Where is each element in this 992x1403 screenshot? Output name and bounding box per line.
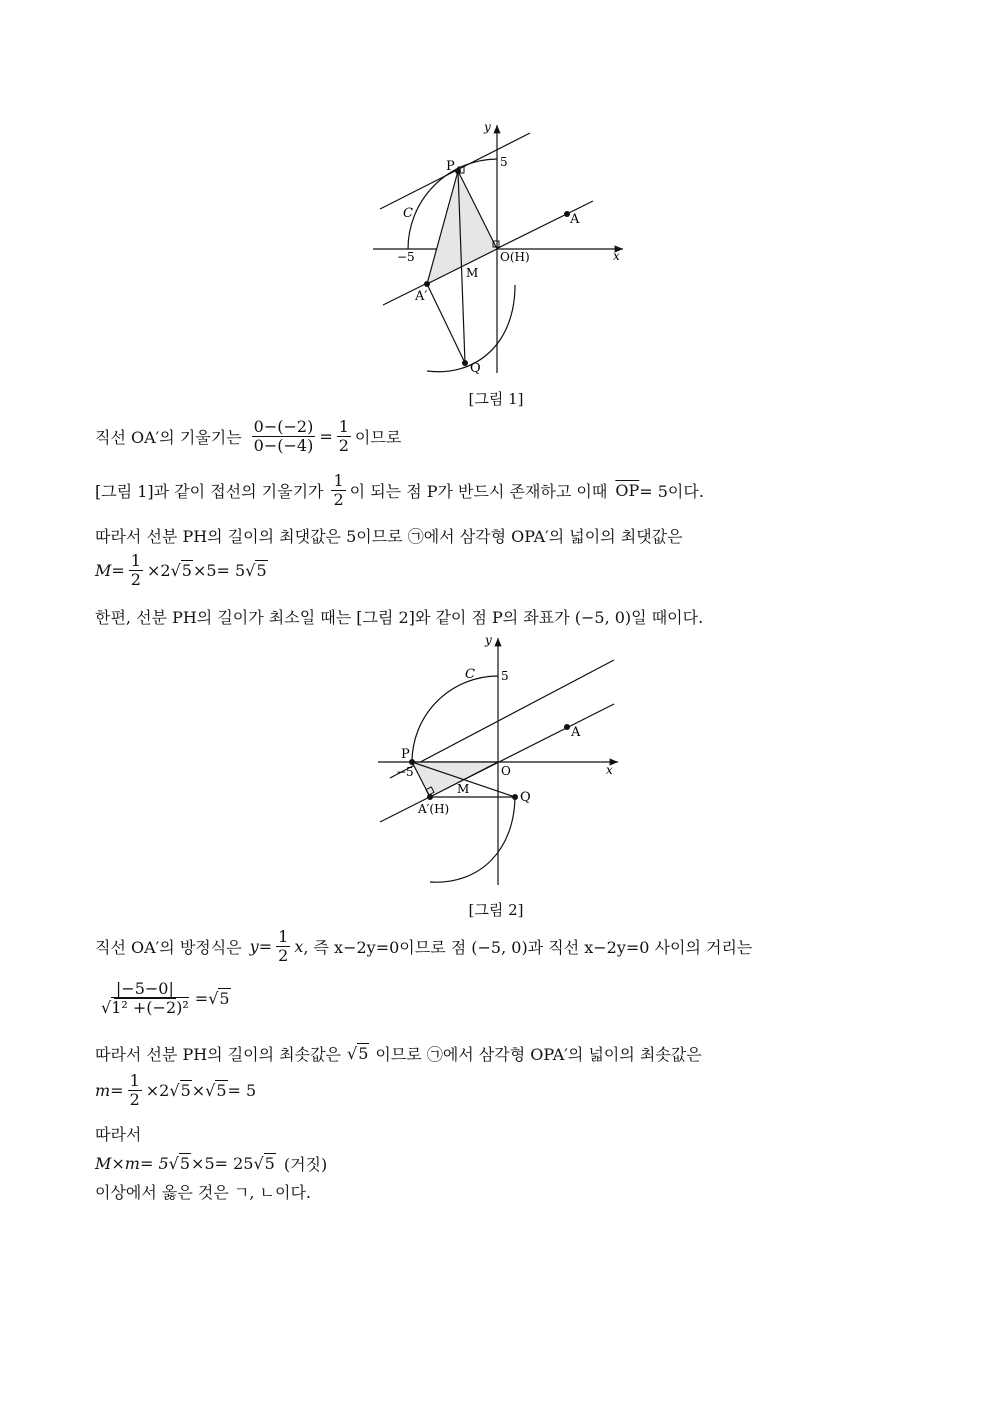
text: 따라서 선분 PH의 길이의 최솟값은 xyxy=(95,1045,341,1064)
circle-arc-upper xyxy=(412,676,498,762)
label-Q: Q xyxy=(470,361,481,376)
label-y: y xyxy=(485,633,492,647)
label-neg5: −5 xyxy=(397,250,415,264)
sqrt: √5 xyxy=(170,561,192,580)
radicand: 5 xyxy=(181,561,192,580)
figure-1 xyxy=(365,115,635,380)
equals: = xyxy=(111,561,125,580)
sqrt: √5 xyxy=(208,989,230,1008)
denominator: 2 xyxy=(130,570,141,589)
text: 이므로 xyxy=(354,428,402,447)
sqrt: √5 xyxy=(205,1081,227,1100)
label-P: P xyxy=(446,159,455,174)
text: , 즉 x−2y=0이므로 점 (−5, 0)과 직선 x−2y=0 사이의 거리는 xyxy=(303,938,753,957)
label-Q: Q xyxy=(520,790,531,805)
text: 이상에서 옳은 것은 ㄱ, ㄴ이다. xyxy=(95,1183,311,1202)
label-C: C xyxy=(465,667,475,682)
var-x: x xyxy=(294,937,304,956)
equals: = xyxy=(194,989,209,1008)
label-x: x xyxy=(606,763,613,777)
figure-2 xyxy=(370,630,630,890)
text-line-5 xyxy=(95,605,703,628)
text: 직선 OA′의 방정식은 xyxy=(95,938,242,957)
denominator: 2 xyxy=(333,490,344,509)
denominator: 0−(−4) xyxy=(253,436,314,455)
text: 따라서 선분 PH의 길이의 최댓값은 5이므로 ㉠에서 삼각형 OPA′의 넓이의 최댓값은 xyxy=(95,527,683,546)
text-line-9 xyxy=(95,1072,256,1109)
text: 직선 OA′의 기울기는 xyxy=(95,428,242,447)
numerator: 0−(−2) xyxy=(253,417,314,436)
point-Q xyxy=(512,794,518,800)
label-five: 5 xyxy=(501,669,509,683)
label-x: x xyxy=(613,249,620,263)
text-line-3 xyxy=(95,524,683,547)
radicand: 5 xyxy=(256,561,267,580)
radicand: 5 xyxy=(216,1081,227,1100)
point-Q xyxy=(462,360,468,366)
text-line-2 xyxy=(95,472,704,509)
text: (거짓) xyxy=(283,1155,328,1174)
text-line-6 xyxy=(95,928,752,965)
figure-1-caption: [그림 1] xyxy=(468,390,524,408)
radicand: 5 xyxy=(358,1044,369,1063)
var-y: y xyxy=(249,937,259,956)
label-P: P xyxy=(401,747,410,762)
text-line-8 xyxy=(95,1042,702,1065)
sqrt: √5 xyxy=(253,1154,275,1173)
text: M×m= 5 xyxy=(95,1154,169,1173)
text: 이므로 ㉠에서 삼각형 OPA′의 넓이의 최솟값은 xyxy=(375,1045,702,1064)
label-O: O xyxy=(501,764,511,778)
sqrt: √5 xyxy=(347,1044,369,1063)
label-A-prime: A′ xyxy=(415,289,428,304)
label-M: M xyxy=(466,266,479,280)
text-line-11 xyxy=(95,1152,327,1175)
label-A: A xyxy=(570,212,580,227)
fraction xyxy=(99,980,191,1017)
text-line-7 xyxy=(95,980,231,1017)
numerator: 1 xyxy=(129,1071,140,1090)
text: 따라서 xyxy=(95,1125,142,1144)
text-line-4 xyxy=(95,552,268,589)
denominator: 2 xyxy=(278,946,289,965)
var-M: M xyxy=(95,561,112,580)
label-A-prime-H: A′(H) xyxy=(418,802,450,816)
numerator: 1 xyxy=(333,471,344,490)
equals: = xyxy=(258,937,273,956)
text: ×5= 5 xyxy=(192,561,246,580)
radicand: 1² +(−2)² xyxy=(111,998,189,1017)
fraction xyxy=(252,418,316,455)
sqrt: √5 xyxy=(169,1081,191,1100)
text: = 5이다. xyxy=(639,482,704,501)
label-five: 5 xyxy=(500,155,508,169)
shaded-triangle xyxy=(412,762,498,797)
var-m: m xyxy=(95,1081,111,1100)
segment-AQ xyxy=(427,284,465,363)
text-line-12 xyxy=(95,1180,311,1203)
text: 이 되는 점 P가 반드시 존재하고 이때 xyxy=(349,482,608,501)
point-A xyxy=(564,724,570,730)
denominator: 2 xyxy=(129,1090,140,1109)
text: [그림 1]과 같이 접선의 기울기가 xyxy=(95,482,324,501)
label-M: M xyxy=(457,782,470,796)
fraction xyxy=(129,552,143,589)
numerator: 1 xyxy=(278,927,289,946)
radicand: 5 xyxy=(264,1154,275,1173)
equals: = xyxy=(319,427,333,446)
point-P xyxy=(455,168,461,174)
text: 한편, 선분 PH의 길이가 최소일 때는 [그림 2]와 같이 점 P의 좌표가 (−5, 0)일 때이다. xyxy=(95,608,704,627)
fraction xyxy=(276,928,290,965)
text: ×5= 25 xyxy=(191,1154,254,1173)
figure-2-caption: [그림 2] xyxy=(468,901,524,919)
fraction xyxy=(331,472,345,509)
text: ×2 xyxy=(146,561,171,580)
radicand: 5 xyxy=(179,1154,191,1173)
label-y: y xyxy=(484,120,491,134)
text: = 5 xyxy=(227,1081,257,1100)
equals: = xyxy=(110,1081,124,1100)
numerator: 1 xyxy=(338,417,349,436)
sqrt: √5 xyxy=(168,1154,191,1173)
fraction xyxy=(128,1072,142,1109)
text: × xyxy=(191,1081,206,1100)
text: ×2 xyxy=(145,1081,170,1100)
label-neg5: −5 xyxy=(396,765,414,779)
label-A: A xyxy=(571,725,581,740)
sqrt: √5 xyxy=(245,561,267,580)
radicand: 5 xyxy=(219,989,230,1008)
fraction xyxy=(337,418,351,455)
circle-arc-lower xyxy=(427,285,515,372)
numerator: |−5−0| xyxy=(115,979,174,998)
denominator: 2 xyxy=(338,436,349,455)
segment-OP: $\overline{OP}$ xyxy=(615,481,640,500)
text-line-10 xyxy=(95,1122,141,1145)
denominator: √1² +(−2)² xyxy=(101,998,189,1017)
label-OH: O(H) xyxy=(500,250,530,264)
numerator: 1 xyxy=(130,551,141,570)
point-A-prime xyxy=(424,281,430,287)
radicand: 5 xyxy=(180,1081,191,1100)
point-A-prime xyxy=(427,794,433,800)
text-line-1 xyxy=(95,418,401,455)
label-C: C xyxy=(403,206,413,221)
